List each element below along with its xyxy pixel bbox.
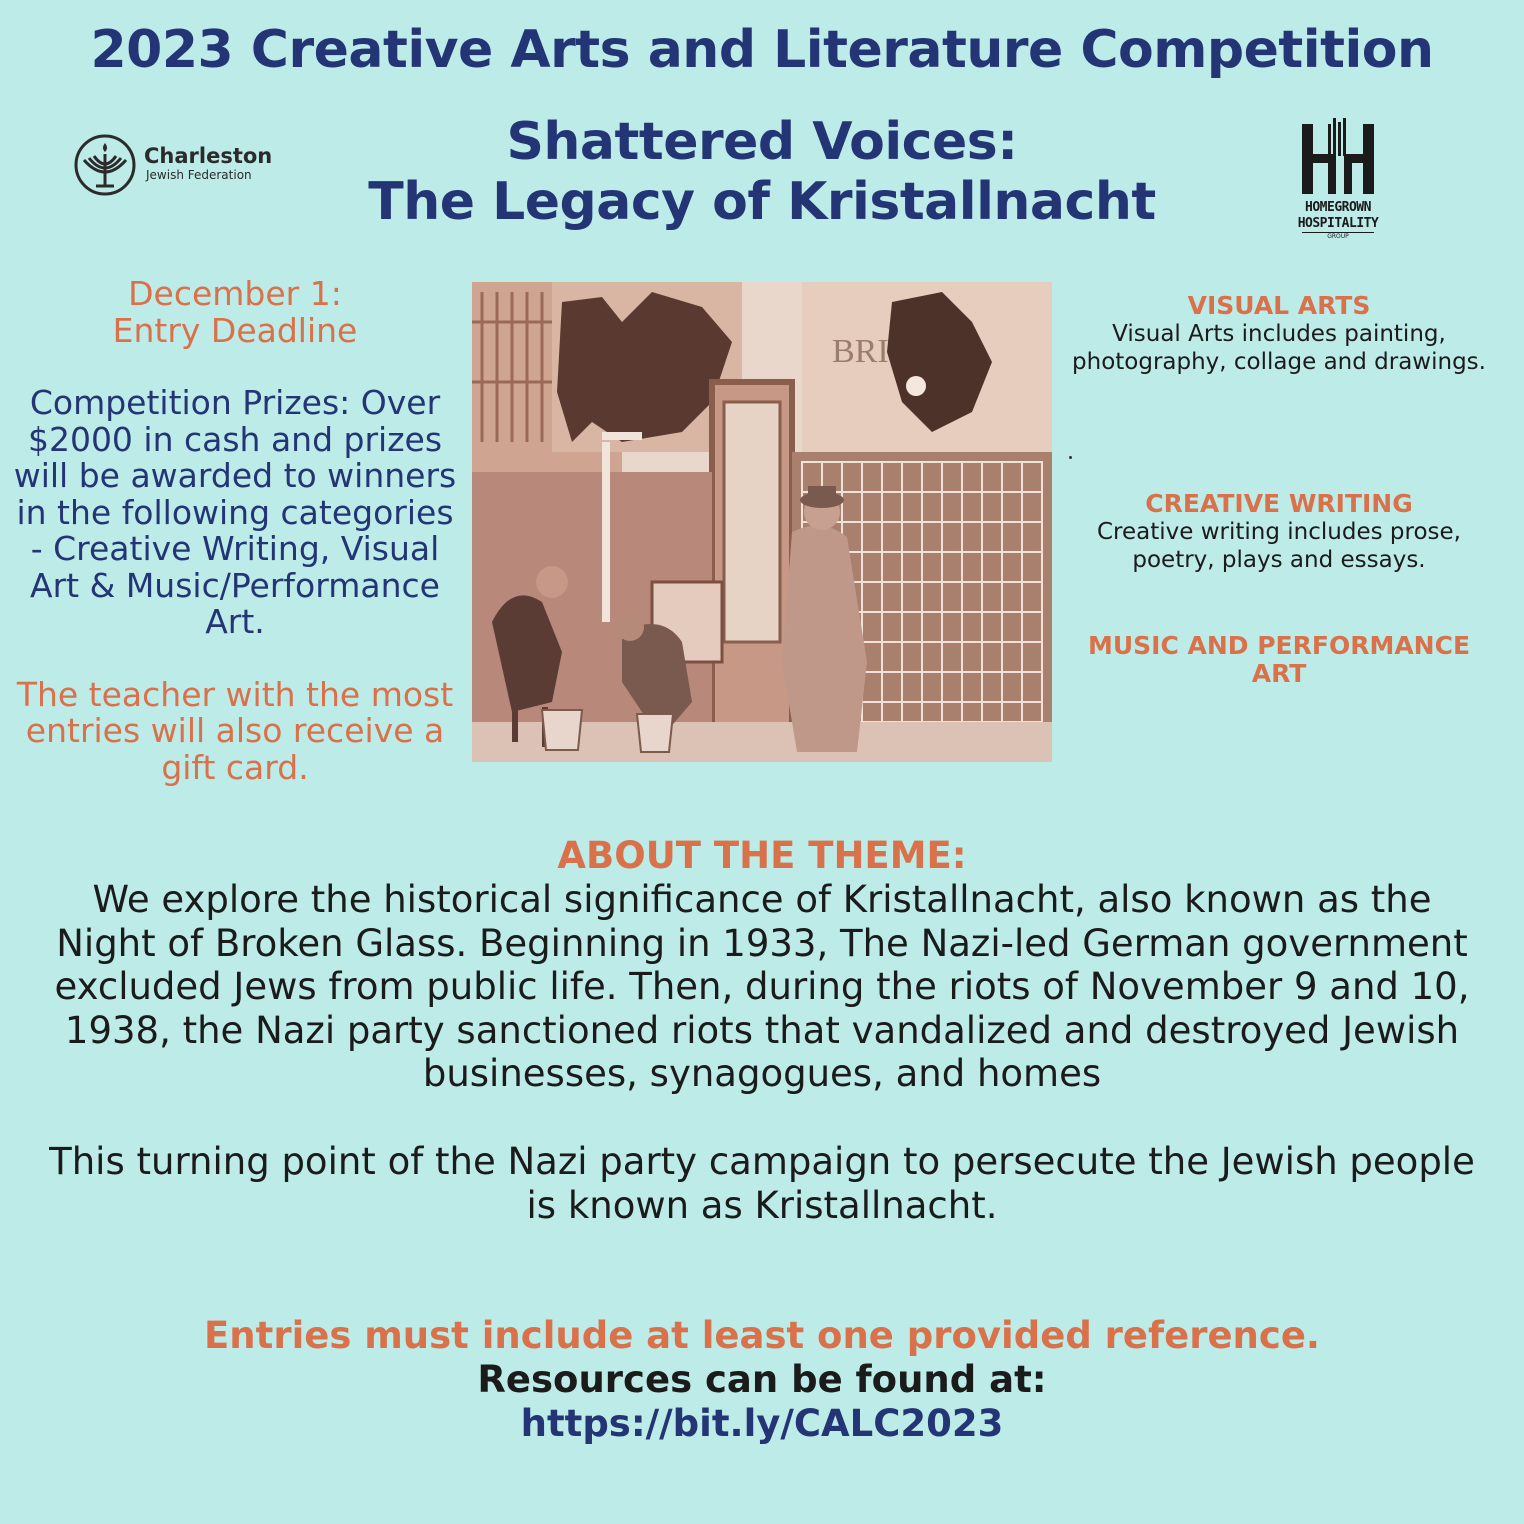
logo-name: Charleston — [144, 144, 273, 168]
subtitle-line-2: The Legacy of Kristallnacht — [368, 172, 1156, 232]
category-music-performance — [1066, 632, 1492, 688]
kristallnacht-photo — [472, 282, 1052, 762]
category-title: VISUAL ARTS — [1187, 291, 1371, 320]
left-info-column — [10, 276, 460, 786]
about-theme-paragraph-2: This turning point of the Nazi party campaign to persecute the Jewish people is known as Kristallnacht. — [49, 1140, 1475, 1227]
category-description: Visual Arts includes painting, photography, collage and drawings. — [1072, 321, 1486, 375]
logo-line-1: HOMEGROWN — [1305, 200, 1371, 215]
entries-requirement-note: Entries must include at least one provided reference. — [204, 1314, 1320, 1357]
poster-title: 2023 Creative Arts and Literature Competition — [90, 20, 1434, 80]
logo-line-3: GROUP — [1302, 232, 1374, 241]
category-creative-writing — [1066, 490, 1492, 574]
logo-line-2: HOSPITALITY — [1297, 216, 1379, 231]
resources-link[interactable]: https://bit.ly/CALC2023 — [520, 1402, 1004, 1445]
charleston-jewish-federation-logo — [74, 130, 304, 200]
resources-label: Resources can be found at: — [477, 1358, 1047, 1401]
category-visual-arts — [1066, 292, 1492, 376]
poster-subtitle — [330, 112, 1194, 232]
decorative-dot — [1069, 456, 1072, 459]
competition-prizes: Competition Prizes: Over $2000 in cash and prizes will be awarded to winners in the following categories - Creative Writing, Visual Art & Music/Performance Art. — [13, 383, 457, 641]
category-title: CREATIVE WRITING — [1145, 489, 1413, 518]
category-description: Creative writing includes prose, poetry, plays and essays. — [1097, 519, 1461, 573]
menorah-logo-icon — [74, 134, 136, 196]
resources-link-row — [0, 1402, 1524, 1445]
about-theme-heading: ABOUT THE THEME: — [557, 834, 967, 877]
about-theme-paragraph-1: We explore the historical significance of Kristallnacht, also known as the Night of Broken Glass. Beginning in 1933, The Nazi-led German government excluded Jews from public life. Then, during the riots of November 9 and 10, 1938, the Nazi party sanctioned riots that vandalized and destroyed Jewish businesses, synagogues, and homes — [54, 878, 1470, 1096]
category-title: MUSIC AND PERFORMANCE ART — [1087, 631, 1471, 688]
deadline-date: December 1: — [128, 274, 342, 313]
logo-subname: Jewish Federation — [146, 168, 252, 182]
homegrown-hospitality-logo — [1288, 112, 1388, 247]
subtitle-line-1: Shattered Voices: — [506, 112, 1018, 172]
teacher-note: The teacher with the most entries will also receive a gift card. — [16, 674, 454, 787]
entry-deadline — [10, 276, 460, 349]
deadline-label: Entry Deadline — [112, 310, 358, 350]
shop-sign-text: BRI — [832, 333, 889, 370]
hh-monogram-icon — [1300, 118, 1376, 196]
